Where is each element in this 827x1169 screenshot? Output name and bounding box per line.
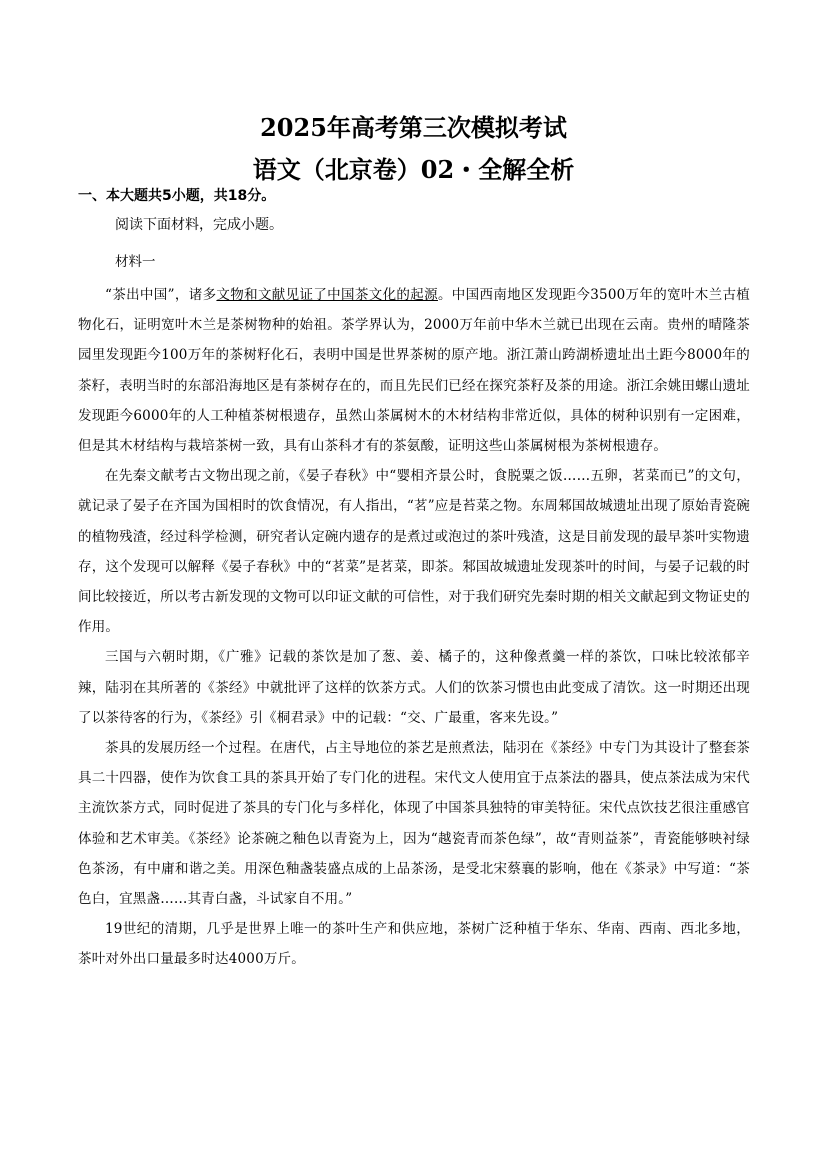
- reading-instruction: 阅读下面材料，完成小题。: [115, 217, 283, 233]
- underlined-phrase: 文物和文献见证了中国茶文化的起源: [216, 287, 438, 303]
- section-heading: 一、本大题共5小题，共18分。: [78, 188, 276, 204]
- material-label: 材料一: [115, 254, 156, 270]
- exam-title: 2025年高考第三次模拟考试: [260, 113, 567, 142]
- paragraph-4: 茶具的发展历经一个过程。在唐代，占主导地位的茶艺是煎煮法，陆羽在《茶经》中专门为其设计了整套茶具二十四器，使作为饮食工具的茶具开始了专门化的进程。宋代文人使用宜于点茶法的器具，使点茶法成为宋代主流饮茶方式，同时促进了茶具的专门化与多样化，体现了中国茶具独特的审美特征。宋代点饮技艺很注重感官体验和艺术审美。《茶经》论茶碗之釉色以青瓷为上，因为“越瓷青而茶色绿”，故“青则益茶”，青瓷能够映衬绿色茶汤，有中庸和谐之美。用深色釉盏装盛点成的上品茶汤，是受北宋蔡襄的影响，他在《茶录》中写道：“茶色白，宜黑盏……其青白盏，斗试家自不用。”: [78, 740, 750, 908]
- paragraph-3: 三国与六朝时期，《广雅》记载的茶饮是加了葱、姜、橘子的，这种像煮羹一样的茶饮，口味比较浓郁辛辣，陆羽在其所著的《茶经》中就批评了这样的饮茶方式。人们的饮茶习惯也由此变成了清饮。这一时期还出现了以茶待客的行为，《茶经》引《桐君录》中的记载：“交、广最重，客来先设。”: [78, 649, 750, 726]
- paragraph-1: [78, 280, 750, 461]
- material-body: [78, 280, 750, 975]
- paragraph-1-before: “茶出中国”，诸多: [105, 287, 217, 303]
- paragraph-5: 19世纪的清期，几乎是世界上唯一的茶叶生产和供应地，茶树广泛种植于华东、华南、西南、西北多地，茶叶对外出口量最多时达4000万斤。: [78, 921, 750, 968]
- paragraph-1-after: 。中国西南地区发现距今3500万年的宽叶木兰古植物化石，证明宽叶木兰是茶树物种的始祖。茶学界认为，2000万年前中华木兰就已出现在云南。贵州的晴隆茶园里发现距今100万年的茶树籽化石，表明中国是世界茶树的原产地。浙江萧山跨湖桥遗址出土距今8000年的茶籽，表明当时的东部沿海地区是有茶树存在的，而且先民们已经在探究茶籽及茶的用途。浙江余姚田螺山遗址发现距今6000年的人工种植茶树根遗存，虽然山茶属树木的木材结构非常近似，具体的树种识别有一定困难，但是其木材结构与栽培茶树一致，具有山茶科才有的茶氨酸，证明这些山茶属树根为茶树根遗存。: [78, 287, 751, 455]
- paragraph-2: 在先秦文献考古文物出现之前，《晏子春秋》中“婴相齐景公时，食脱粟之饭……五卵，茗菜而已”的文句，就记录了晏子在齐国为国相时的饮食情况，有人指出，“茗”应是苔菜之物。东周邾国故城遗址出现了原始青瓷碗的植物残渣，经过科学检测，研究者认定碗内遗存的是煮过或泡过的茶叶残渣，这是目前发现的最早茶叶实物遗存，这个发现可以解释《晏子春秋》中的“茗菜”是茗菜，即茶。邾国故城遗址发现茶叶的时间，与晏子记载的时间比较接近，所以考古新发现的文物可以印证文献的可信性，对于我们研究先秦时期的相关文献起到文物证史的作用。: [78, 468, 750, 636]
- exam-subtitle: 语文（北京卷）02・全解全析: [252, 155, 575, 184]
